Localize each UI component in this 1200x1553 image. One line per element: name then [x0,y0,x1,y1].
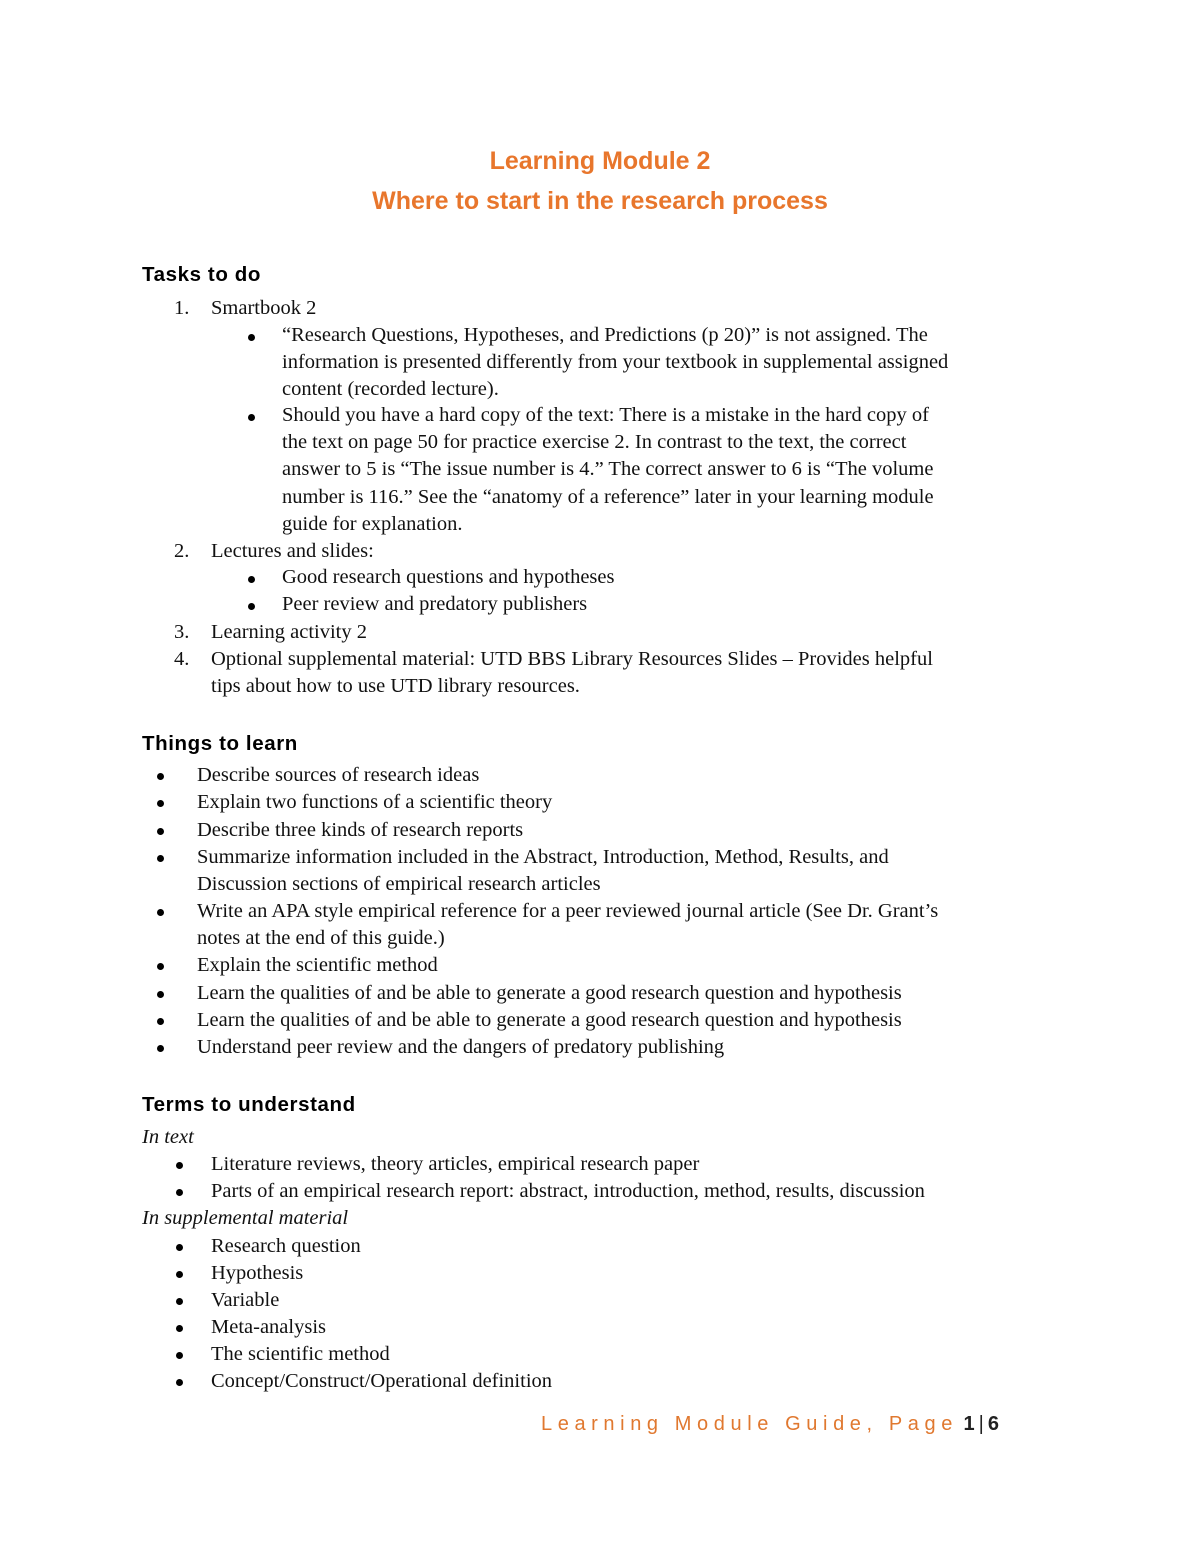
task-bullet-line: number is 116.” See the “anatomy of a reference” later in your learning module [282,486,934,508]
term-item: Literature reviews, theory articles, empirical research paper [211,1153,700,1175]
task-number: 4. [174,648,190,670]
footer-label: Learning Module Guide, Page [541,1413,958,1435]
task-number: 1. [174,297,190,319]
bullet-icon [176,1325,183,1332]
learn-item-line: Write an APA style empirical reference for a peer reviewed journal article (See Dr. Grant’s [197,900,939,922]
bullet-icon [157,1045,164,1052]
bullet-icon [248,414,255,421]
learn-item-line: Summarize information included in the Abstract, Introduction, Method, Results, and [197,846,889,868]
terms-group-label: In text [142,1126,194,1148]
learn-item-line: Discussion sections of empirical research articles [197,873,601,895]
task-bullet-line: the text on page 50 for practice exercise 2. In contrast to the text, the correct [282,431,907,453]
footer-separator: | [978,1413,984,1435]
bullet-icon [248,576,255,583]
bullet-icon [176,1298,183,1305]
footer-page-total: 6 [987,1413,999,1435]
task-label-continuation: tips about how to use UTD library resources. [211,675,580,697]
learn-item-line: Learn the qualities of and be able to generate a good research question and hypothesis [197,982,902,1004]
bullet-icon [157,800,164,807]
learn-item-line: Describe sources of research ideas [197,764,480,786]
bullet-icon [157,991,164,998]
task-bullet-line: answer to 5 is “The issue number is 4.” The correct answer to 6 is “The volume [282,458,934,480]
bullet-icon [157,909,164,916]
terms-heading: Terms to understand [142,1093,356,1116]
term-item: Meta-analysis [211,1316,326,1338]
learn-item-line: Understand peer review and the dangers of predatory publishing [197,1036,725,1058]
task-number: 3. [174,621,190,643]
task-bullet-line: Good research questions and hypotheses [282,566,615,588]
learn-item-line: Learn the qualities of and be able to generate a good research question and hypothesis [197,1009,902,1031]
term-item: Parts of an empirical research report: abstract, introduction, method, results, discussion [211,1180,925,1202]
document-subtitle: Where to start in the research process [372,187,828,215]
task-label: Learning activity 2 [211,621,367,643]
bullet-icon [176,1189,183,1196]
bullet-icon [157,828,164,835]
term-item: Concept/Construct/Operational definition [211,1370,553,1392]
bullet-icon [157,773,164,780]
document-title: Learning Module 2 [489,147,711,175]
learn-item-line: Explain two functions of a scientific theory [197,791,553,813]
task-label: Optional supplemental material: UTD BBS Library Resources Slides – Provides helpful [211,648,933,670]
term-item: The scientific method [211,1343,390,1365]
bullet-icon [157,855,164,862]
term-item: Variable [211,1289,280,1311]
bullet-icon [176,1379,183,1386]
bullet-icon [157,1018,164,1025]
tasks-heading: Tasks to do [142,263,261,286]
term-item: Hypothesis [211,1262,304,1284]
bullet-icon [176,1162,183,1169]
task-number: 2. [174,540,190,562]
learn-item-line: Explain the scientific method [197,954,438,976]
task-bullet-line: Peer review and predatory publishers [282,593,588,615]
task-bullet-line: guide for explanation. [282,513,463,535]
task-label: Lectures and slides: [211,540,374,562]
bullet-icon [176,1271,183,1278]
learn-item-line: notes at the end of this guide.) [197,927,445,949]
bullet-icon [248,334,255,341]
task-bullet-line: information is presented differently from your textbook in supplemental assigned [282,351,949,373]
task-label: Smartbook 2 [211,297,317,319]
task-bullet-line: “Research Questions, Hypotheses, and Predictions (p 20)” is not assigned. The [282,324,928,346]
term-item: Research question [211,1235,361,1257]
learn-heading: Things to learn [142,732,298,755]
terms-group-label: In supplemental material [142,1207,349,1229]
task-bullet-line: Should you have a hard copy of the text: There is a mistake in the hard copy of [282,404,929,426]
task-bullet-line: content (recorded lecture). [282,378,499,400]
learn-item-line: Describe three kinds of research reports [197,819,524,841]
bullet-icon [176,1244,183,1251]
footer-page-number: 1 [963,1413,975,1435]
bullet-icon [157,963,164,970]
bullet-icon [248,603,255,610]
page-footer [541,1411,1081,1437]
bullet-icon [176,1352,183,1359]
